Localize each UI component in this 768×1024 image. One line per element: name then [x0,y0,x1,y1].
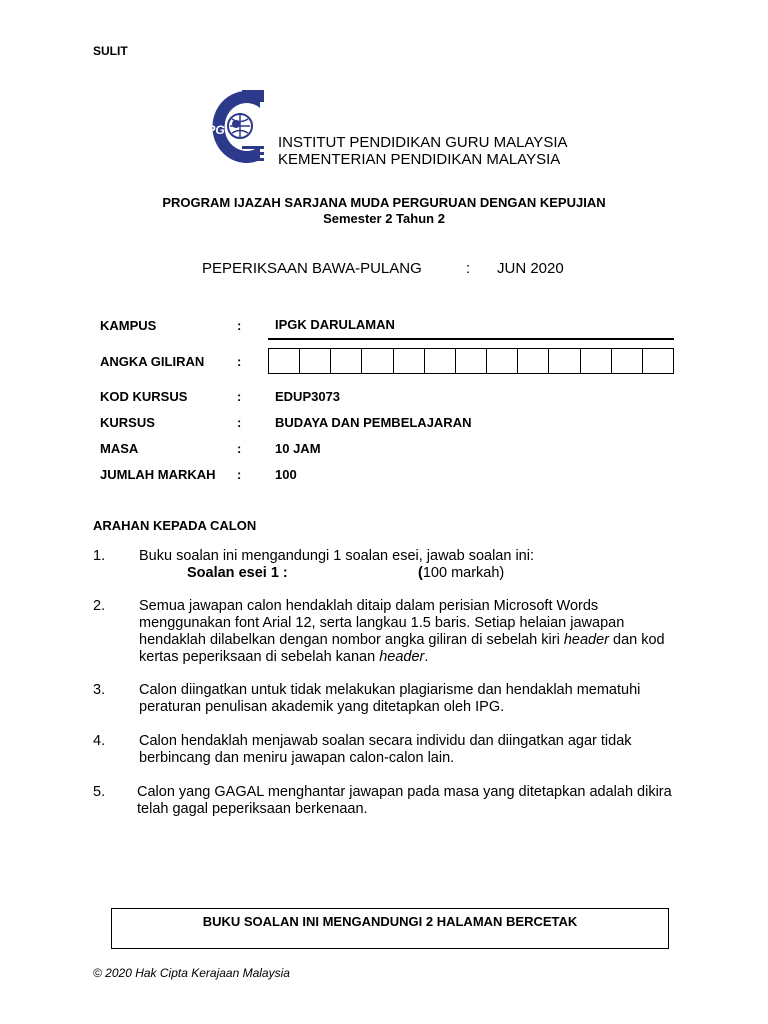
program-title: PROGRAM IJAZAH SARJANA MUDA PERGURUAN DENGAN KEPUJIAN [162,195,606,210]
exam-date: JUN 2020 [497,260,564,277]
kampus-colon: : [237,318,242,333]
essay-marks-paren: ( [418,565,423,581]
institute-name: INSTITUT PENDIDIKAN GURU MALAYSIA [278,134,568,151]
instruction-number: 2. [93,598,106,614]
kursus-colon: : [237,415,242,430]
ministry-name: KEMENTERIAN PENDIDIKAN MALAYSIA [278,151,561,168]
jumlah-markah-value: 100 [275,467,297,482]
giliran-box [549,349,580,373]
giliran-box [394,349,425,373]
giliran-box [269,349,300,373]
giliran-box [581,349,612,373]
angka-giliran-colon: : [237,354,242,369]
jumlah-markah-label: JUMLAH MARKAH [100,467,216,482]
giliran-box [643,349,673,373]
essay-marks-value: 100 markah) [422,565,505,581]
essay-marks [418,565,504,582]
instruction-2-part2: dan kod kertas peperiksaan di sebelah kanan [139,632,665,665]
instruction-2-part3: . [424,649,429,665]
kampus-underline [268,338,674,340]
instruction-number: 1. [93,548,106,564]
instruction-number: 5. [93,784,106,800]
kampus-label: KAMPUS [100,318,157,333]
header-term: header [563,632,609,648]
instruction-4: Calon hendaklah menjawab soalan secara individu dan diingatkan agar tidak berbincang dan meniru jawapan calon-calon lain. [139,733,632,766]
kod-kursus-colon: : [237,389,242,404]
header-term: header [379,649,425,665]
kod-kursus-value: EDUP3073 [275,389,341,404]
giliran-box [425,349,456,373]
svg-text:IPG: IPG [204,123,225,137]
giliran-box [331,349,362,373]
page-count-box: BUKU SOALAN INI MENGANDUNGI 2 HALAMAN BERCETAK [111,908,669,949]
instruction-3: Calon diingatkan untuk tidak melakukan plagiarisme dan hendaklah mematuhi peraturan penulisan akademik yang ditetapkan oleh IPG. [139,682,641,715]
ipg-logo [196,88,268,166]
exam-type-label: PEPERIKSAAN BAWA-PULANG [202,260,422,277]
instruction-2-part1: Semua jawapan calon hendaklah ditaip dalam perisian Microsoft Words menggunakan font Arial 12, serta langkau 1.5 baris. Setiap helaian jawapan hendaklah dilabelkan dengan nombor angka giliran di sebelah kiri [139,598,625,648]
kursus-value: BUDAYA DAN PEMBELAJARAN [275,415,472,430]
instruction-1: Buku soalan ini mengandungi 1 soalan esei, jawab soalan ini: [139,548,534,564]
instructions-title: ARAHAN KEPADA CALON [93,518,257,533]
instruction-number: 3. [93,682,106,698]
giliran-box [518,349,549,373]
giliran-box [612,349,643,373]
instruction-2 [139,598,679,666]
giliran-box [362,349,393,373]
essay-question-label: Soalan esei 1 : [187,565,288,581]
copyright-notice: © 2020 Hak Cipta Kerajaan Malaysia [93,966,290,980]
giliran-box [487,349,518,373]
kod-kursus-label: KOD KURSUS [100,389,188,404]
giliran-box [300,349,331,373]
classification-label: SULIT [93,44,128,58]
instruction-number: 4. [93,733,106,749]
angka-giliran-label: ANGKA GILIRAN [100,354,205,369]
giliran-box [456,349,487,373]
kursus-label: KURSUS [100,415,155,430]
angka-giliran-boxes [268,348,674,374]
semester-label: Semester 2 Tahun 2 [323,211,445,226]
masa-value: 10 JAM [275,441,321,456]
kampus-value: IPGK DARULAMAN [275,317,395,332]
masa-label: MASA [100,441,139,456]
exam-colon: : [466,260,471,277]
instruction-5: Calon yang GAGAL menghantar jawapan pada masa yang ditetapkan adalah dikira telah gagal peperiksaan berkenaan. [137,784,672,817]
masa-colon: : [237,441,242,456]
jumlah-markah-colon: : [237,467,242,482]
